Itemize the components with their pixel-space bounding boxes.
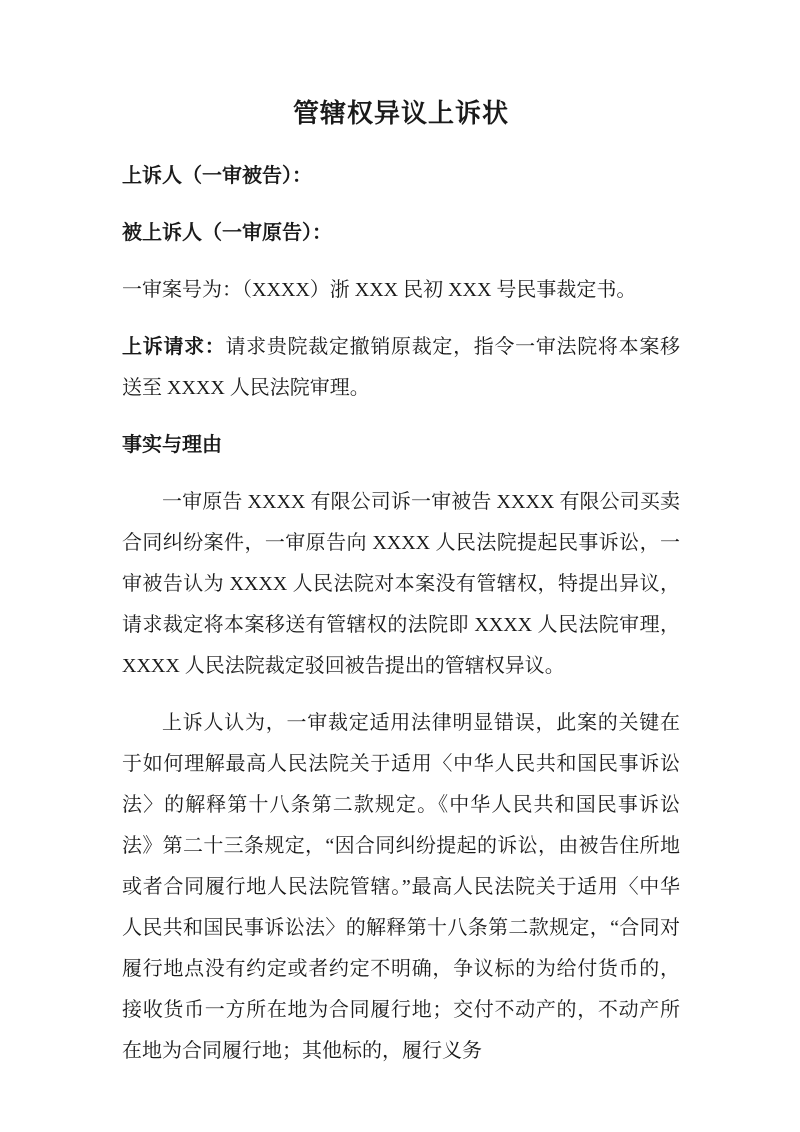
- appellant-line: 上诉人（一审被告）：: [122, 165, 312, 187]
- appeal-request-line: [122, 327, 680, 409]
- document-title: 管辖权异议上诉状: [292, 99, 509, 128]
- appeal-request-label: 上诉请求：: [122, 336, 226, 358]
- facts-heading: 事实与理由: [122, 434, 222, 456]
- facts-paragraph-2: 上诉人认为，一审裁定适用法律明显错误，此案的关键在于如何理解最高人民法院关于适用〈中华人民共和国民事诉讼法〉的解释第十八条第二款规定。《中华人民共和国民事诉讼法》第二十三条规定，“因合同纠纷提起的诉讼，由被告住所地或者合同履行地人民法院管辖。”最高人民法院关于适用〈中华人民共和国民事诉讼法〉的解释第十八条第二款规定，“合同对履行地点没有约定或者约定不明确，争议标的为给付货币的，接收货币一方所在地为合同履行地；交付不动产的，不动产所在地为合同履行地；其他标的，履行义务: [122, 712, 680, 1062]
- case-number-line: 一审案号为：（XXXX）浙 XXX 民初 XXX 号民事裁定书。: [122, 279, 637, 301]
- appellee-line: 被上诉人（一审原告）：: [122, 222, 332, 244]
- facts-paragraph-1: 一审原告 XXXX 有限公司诉一审被告 XXXX 有限公司买卖合同纠纷案件，一审原告向 XXXX 人民法院提起民事诉讼，一审被告认为 XXXX 人民法院对本案没有管辖权，特提出异议，请求裁定将本案移送有管辖权的法院即 XXXX 人民法院审理，XXXX 人民法院裁定驳回被告提出的管辖权异议。: [122, 491, 680, 677]
- appeal-request-text: 请求贵院裁定撤销原裁定，指令一审法院将本案移送至 XXXX 人民法院审理。: [122, 336, 681, 399]
